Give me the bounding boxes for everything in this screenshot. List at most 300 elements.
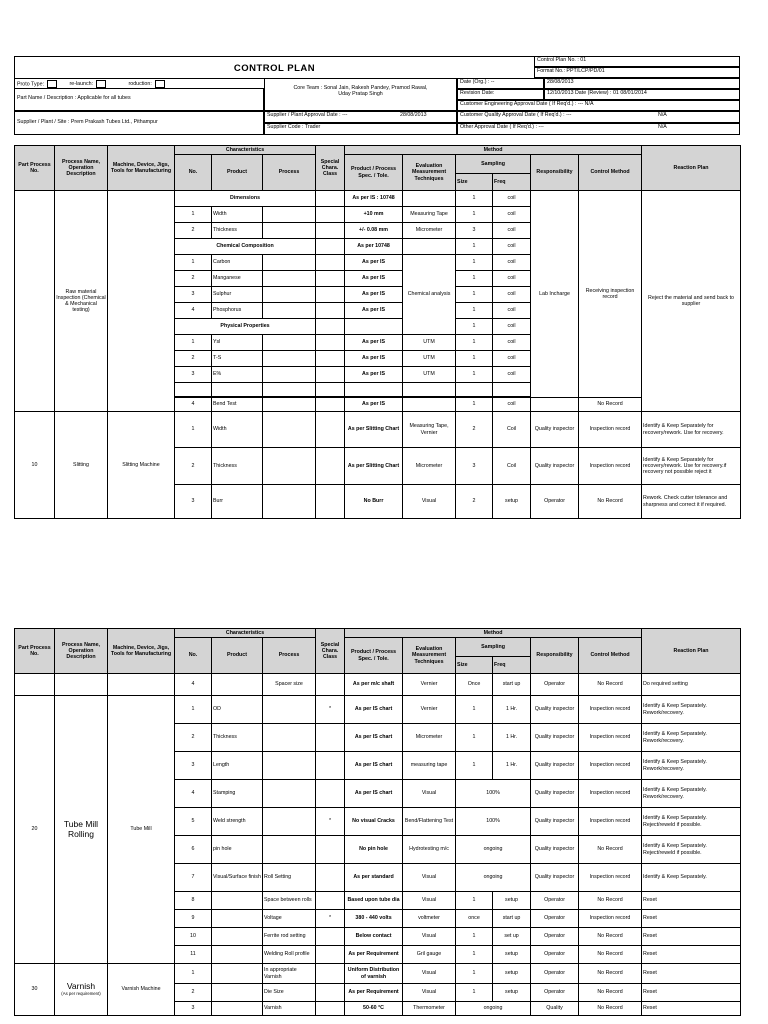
prelaunch-label: re-launch: — [69, 81, 94, 88]
cell-process — [263, 448, 316, 485]
cell-control-method: Inspection record — [579, 448, 642, 485]
cell-special — [316, 383, 345, 397]
col-part-process-no: Part Process No. — [15, 629, 55, 674]
cell-process: In appropriate Varnish — [263, 964, 316, 984]
cell-control-method: No Record — [579, 964, 642, 984]
cell-freq: setup — [493, 964, 531, 984]
process-name-text: Tube Mill Rolling — [63, 818, 99, 839]
cell-reaction-plan: Identify & Keep Separately. Rework/recovery. — [642, 696, 741, 724]
cell-size: 1 — [456, 319, 493, 335]
section-dimensions: Dimensions — [175, 191, 316, 207]
cell-spec: As per Slitting Chart — [345, 448, 403, 485]
cell-process — [263, 207, 316, 223]
col-method: Method — [345, 146, 642, 155]
supplier-approval-label: Supplier / Plant Approval Date : --- — [267, 112, 348, 118]
cell-responsibility: Operator — [531, 946, 579, 964]
cell-special — [316, 255, 345, 271]
cust-quality-approval — [457, 111, 740, 123]
cell-special — [316, 946, 345, 964]
cell-product — [212, 1002, 263, 1016]
cell-eval: Visual — [403, 780, 456, 808]
cell-no: 8 — [175, 892, 212, 910]
core-team-line2: Uday Pratap Singh — [338, 90, 383, 97]
tube-mill-section — [15, 696, 741, 964]
cell-freq: coil — [493, 319, 531, 335]
cell-no: 3 — [175, 752, 212, 780]
cust-quality-approval-label: Customer Quality Approval Date ( If Req'd.) : --- — [460, 112, 572, 118]
cell-process — [263, 255, 316, 271]
cell-size: 2 — [456, 412, 493, 448]
cell-eval — [403, 383, 456, 397]
cell-spec: Based upon tube dia — [345, 892, 403, 910]
cell-size: 2 — [456, 485, 493, 519]
cell-reaction-plan: Identify & Keep Separately for recovery/rework. Use for recovery.if recovery not possible reject it — [642, 448, 741, 485]
cell-reaction-plan: Identify & Keep Separately. Reject/reweld if possible. — [642, 808, 741, 836]
cell-size: 3 — [456, 223, 493, 239]
cell-process — [263, 780, 316, 808]
cell-size: 1 — [456, 928, 493, 946]
cell-spec: As per IS chart — [345, 752, 403, 780]
cell-freq: coil — [493, 367, 531, 383]
cell-size: 3 — [456, 448, 493, 485]
cell-freq: coil — [493, 303, 531, 319]
cell-process: Ferrite rod setting — [263, 928, 316, 946]
cell-eval: Visual — [403, 964, 456, 984]
cell-process-name — [55, 696, 108, 964]
cell-spec: As per IS — [345, 335, 403, 351]
cell-spec: As per IS — [345, 287, 403, 303]
cell-responsibility: Operator — [531, 928, 579, 946]
cell-eval — [403, 239, 456, 255]
cell-eval: Measuring Tape — [403, 207, 456, 223]
cell-control-method: Inspection record — [579, 910, 642, 928]
cell-no — [175, 383, 212, 397]
cell-special — [316, 674, 345, 696]
cell-spec: As per IS — [345, 271, 403, 287]
section-physical: Physical Properties — [175, 319, 316, 335]
cell-control-method: No Record — [579, 946, 642, 964]
supplier-plant-site: Supplier / Plant / Site : Prem Prakash Tubes Ltd., Pithampur — [14, 111, 264, 135]
cell-control-method: No Record — [579, 836, 642, 864]
cell-part-no: 30 — [15, 964, 55, 1016]
cell-product: Bend Test — [212, 398, 263, 412]
cell-freq: coil — [493, 335, 531, 351]
cell-spec: +/- 0.08 mm — [345, 223, 403, 239]
cell-no: 2 — [175, 984, 212, 1002]
part-name: Part Name / Description : Applicable for all tubes — [14, 89, 264, 111]
cell-freq: Coil — [493, 412, 531, 448]
cell-process — [263, 836, 316, 864]
col-size: Size — [456, 174, 493, 191]
cell-special — [316, 780, 345, 808]
cell-product — [212, 910, 263, 928]
cell-responsibility: Quality inspector — [531, 836, 579, 864]
cell-sampling: ongoing — [456, 1002, 531, 1016]
cell-no: 1 — [175, 207, 212, 223]
col-reaction-plan: Reaction Plan — [642, 146, 741, 191]
supplier-approval — [264, 111, 457, 123]
cell-size: 1 — [456, 255, 493, 271]
cell-process — [263, 398, 316, 412]
cell-special — [316, 836, 345, 864]
cell-control-method: Inspection record — [579, 864, 642, 892]
cell-freq: setup — [493, 946, 531, 964]
cell-size: 1 — [456, 367, 493, 383]
cell-process: Voltage — [263, 910, 316, 928]
cell-reaction-plan: Rework. Check cutter tolerance and sharpness and correct it if required. — [642, 485, 741, 519]
cell-eval: Visual — [403, 984, 456, 1002]
cell-part-no: 10 — [15, 412, 55, 519]
cell-process: Roll Setting — [263, 864, 316, 892]
cell-spec: As per IS chart — [345, 724, 403, 752]
cell-control-method: No Record — [579, 1002, 642, 1016]
table-row — [15, 964, 741, 984]
cell-eval: Visual — [403, 864, 456, 892]
cell-part-no — [15, 191, 55, 412]
cell-reaction-plan: Identify & Keep Separately. Reject/reweld if possible. — [642, 836, 741, 864]
cell-spec: As per 10748 — [345, 239, 403, 255]
cell-no: 10 — [175, 928, 212, 946]
col-machine: Machine, Device, Jigs, Tools for Manufacturing — [108, 146, 175, 191]
cell-special — [316, 271, 345, 287]
cell-size: 1 — [456, 696, 493, 724]
cell-special — [316, 448, 345, 485]
cell-special — [316, 1002, 345, 1016]
cell-process — [263, 367, 316, 383]
cell-reaction-plan: Do required setting — [642, 674, 741, 696]
cell-special — [316, 239, 345, 255]
cell-spec — [345, 319, 403, 335]
cell-freq: setup — [493, 485, 531, 519]
cell-responsibility: Operator — [531, 674, 579, 696]
cell-process — [263, 724, 316, 752]
cell-product: E% — [212, 367, 263, 383]
cell-size: 1 — [456, 946, 493, 964]
cell-spec: As per Requirement — [345, 984, 403, 1002]
cell-eval: voltmeter — [403, 910, 456, 928]
cell-process-name — [55, 964, 108, 1016]
cell-spec: As per standard — [345, 864, 403, 892]
cell-eval: Thermometer — [403, 1002, 456, 1016]
cell-freq: coil — [493, 255, 531, 271]
cell-special — [316, 984, 345, 1002]
col-special: Special Chara. Class — [316, 629, 345, 674]
cell-control-method: Inspection record — [579, 724, 642, 752]
col-machine: Machine, Device, Jigs, Tools for Manufacturing — [108, 629, 175, 674]
cell-process — [263, 752, 316, 780]
cell-special — [316, 724, 345, 752]
cell-no: 4 — [175, 303, 212, 319]
cell-freq: coil — [493, 191, 531, 207]
cell-control-method: Inspection record — [579, 696, 642, 724]
cell-control-method: No Record — [579, 984, 642, 1002]
cell-no: 2 — [175, 223, 212, 239]
cell-eval — [403, 398, 456, 412]
col-process-name: Process Name, Operation Description — [55, 146, 108, 191]
cell-machine — [108, 674, 175, 696]
cell-product — [212, 674, 263, 696]
cell-size: 1 — [456, 303, 493, 319]
cell-eval: Measuring Tape, Vernier — [403, 412, 456, 448]
cell-eval — [403, 191, 456, 207]
cell-size: 1 — [456, 191, 493, 207]
cell-freq — [493, 383, 531, 397]
cell-reaction-plan: Reset — [642, 984, 741, 1002]
col-product: Product — [212, 638, 263, 674]
cell-product: Stamping — [212, 780, 263, 808]
prelaunch-checkbox[interactable] — [96, 80, 106, 88]
cell-special — [316, 287, 345, 303]
other-approval-label: Other Approval Date ( If Req'd.) : --- — [460, 124, 544, 130]
cell-special: * — [316, 910, 345, 928]
cell-product: Thickness — [212, 724, 263, 752]
cell-freq: setup — [493, 984, 531, 1002]
cell-spec: No visual Cracks — [345, 808, 403, 836]
col-process: Process — [263, 155, 316, 191]
cell-product: Carbon — [212, 255, 263, 271]
cell-responsibility: Quality inspector — [531, 864, 579, 892]
cell-product — [212, 892, 263, 910]
cell-no: 2 — [175, 448, 212, 485]
cell-responsibility: Operator — [531, 964, 579, 984]
cell-responsibility: Lab Incharge — [531, 191, 579, 398]
cell-sampling: 100% — [456, 808, 531, 836]
cell-control-method: Inspection record — [579, 780, 642, 808]
cell-freq: set up — [493, 928, 531, 946]
cell-spec: As per IS — [345, 255, 403, 271]
cell-freq: coil — [493, 271, 531, 287]
cell-size — [456, 383, 493, 397]
col-control-method: Control Method — [579, 638, 642, 674]
cell-process: Varnish — [263, 1002, 316, 1016]
cell-product: Weld strength — [212, 808, 263, 836]
cell-size: 1 — [456, 351, 493, 367]
cell-process — [263, 412, 316, 448]
cell-special — [316, 303, 345, 319]
cell-product: Manganese — [212, 271, 263, 287]
cell-no: 2 — [175, 271, 212, 287]
cell-product: Sulphur — [212, 287, 263, 303]
cell-freq: start up — [493, 674, 531, 696]
cell-special — [316, 412, 345, 448]
cell-size: 1 — [456, 271, 493, 287]
cell-process — [263, 271, 316, 287]
cell-size: 1 — [456, 964, 493, 984]
cell-product: T-S — [212, 351, 263, 367]
cell-special — [316, 864, 345, 892]
cell-no: 2 — [175, 724, 212, 752]
cell-no: 5 — [175, 808, 212, 836]
varnish-section — [15, 964, 741, 1016]
cell-eval: Hydrotesting m/c — [403, 836, 456, 864]
cell-machine: Varnish Machine — [108, 964, 175, 1016]
cell-eval-chemical: Chemical analysis — [403, 255, 456, 335]
col-spec: Product / Process Spec. / Tole. — [345, 638, 403, 674]
cell-reaction-plan: Identify & Keep Separately for recovery/rework. Use for recovery. — [642, 412, 741, 448]
cell-product: Phosphorus — [212, 303, 263, 319]
cell-freq: 1 Hr. — [493, 696, 531, 724]
cell-control-method: Inspection record — [579, 412, 642, 448]
proto-row — [14, 78, 264, 89]
cell-no: 1 — [175, 335, 212, 351]
cell-no: 3 — [175, 287, 212, 303]
date-orig-value: 28/08/2013 — [544, 78, 740, 89]
cell-eval: measuring tape — [403, 752, 456, 780]
control-plan-table-page2 — [14, 628, 741, 1016]
cell-control-method: Receiving inspection record — [579, 191, 642, 398]
cell-spec: No pin hole — [345, 836, 403, 864]
cell-spec: 50-60 °C — [345, 1002, 403, 1016]
cell-responsibility: Quality inspector — [531, 780, 579, 808]
col-process-name: Process Name, Operation Description — [55, 629, 108, 674]
col-characteristics: Characteristics — [175, 629, 316, 638]
cell-freq: 1 Hr. — [493, 752, 531, 780]
cell-product: Width — [212, 412, 263, 448]
cell-reaction-plan: Reset — [642, 1002, 741, 1016]
cell-part-no — [15, 674, 55, 696]
cell-eval: UTM — [403, 335, 456, 351]
cell-product — [212, 946, 263, 964]
cell-spec: As per m/c shaft — [345, 674, 403, 696]
cell-product: OD — [212, 696, 263, 724]
col-method: Method — [345, 629, 642, 638]
cell-process — [263, 351, 316, 367]
section-chemical: Chemical Composition — [175, 239, 316, 255]
cell-process: Spacer size — [263, 674, 316, 696]
cell-eval: Vernier — [403, 674, 456, 696]
cell-machine: Tube Mill — [108, 696, 175, 964]
core-team-line1: Core Team : Sonal Jain, Rakesh Pandey, Pramod Rawal, — [293, 85, 428, 91]
cell-spec: As per IS — [345, 367, 403, 383]
cell-special — [316, 223, 345, 239]
cell-freq: 1 Hr. — [493, 724, 531, 752]
col-evaluation: Evaluation Measurement Techniques — [403, 155, 456, 191]
cell-freq: setup — [493, 892, 531, 910]
cell-reaction-plan: Identify & Keep Separately. Rework/recovery. — [642, 780, 741, 808]
cell-freq: coil — [493, 223, 531, 239]
col-freq: Freq — [493, 174, 531, 191]
cell-special — [316, 319, 345, 335]
cell-control-method: No Record — [579, 485, 642, 519]
cell-size: 1 — [456, 287, 493, 303]
cell-responsibility: Quality inspector — [531, 448, 579, 485]
cell-reaction-plan: Reset — [642, 964, 741, 984]
other-approval-value: N/A — [658, 124, 667, 130]
cell-no: 3 — [175, 367, 212, 383]
production-checkbox[interactable] — [155, 80, 165, 88]
cell-process-name: Slitting — [55, 412, 108, 519]
cell-spec: As per IS — [345, 398, 403, 412]
cell-eval: Bend/Flattening Test — [403, 808, 456, 836]
control-plan-no: Control Plan No. : 01 — [534, 56, 740, 67]
cell-process — [263, 696, 316, 724]
table-row — [15, 674, 741, 696]
revision-date-value: 12/10/2013 Date (Review) : 01 08/01/2014 — [544, 89, 740, 100]
cell-spec: As per IS chart — [345, 696, 403, 724]
col-no: No. — [175, 638, 212, 674]
cell-process — [263, 223, 316, 239]
cell-special: * — [316, 808, 345, 836]
cell-product: Burr — [212, 485, 263, 519]
cell-size: 1 — [456, 398, 493, 412]
cell-freq: Coil — [493, 448, 531, 485]
cell-sampling: ongoing — [456, 836, 531, 864]
cell-size: 1 — [456, 984, 493, 1002]
cell-process: Space between rolls — [263, 892, 316, 910]
cell-freq: coil — [493, 287, 531, 303]
cell-responsibility: Operator — [531, 910, 579, 928]
cell-special: * — [316, 696, 345, 724]
cell-process — [263, 303, 316, 319]
cell-size: 1 — [456, 892, 493, 910]
cell-product — [212, 984, 263, 1002]
cell-eval: Visual — [403, 928, 456, 946]
cell-no: 2 — [175, 351, 212, 367]
cell-no: 1 — [175, 696, 212, 724]
col-process: Process — [263, 638, 316, 674]
cell-spec: As per IS — [345, 351, 403, 367]
cell-eval: Visual — [403, 485, 456, 519]
col-sampling: Sampling — [456, 638, 531, 657]
cell-spec: As per IS — [345, 303, 403, 319]
col-freq: Freq — [493, 657, 531, 674]
cell-spec — [345, 383, 403, 397]
cell-eval: Micrometer — [403, 448, 456, 485]
production-label: roduction: — [128, 81, 152, 88]
cell-no: 6 — [175, 836, 212, 864]
cell-spec: Below contact — [345, 928, 403, 946]
cell-process-name — [55, 674, 108, 696]
process-name-text: Varnish — [66, 981, 96, 992]
cell-process — [263, 808, 316, 836]
cust-eng-approval: Customer Engineering Approval Date ( If Req'd.) : --- N/A — [457, 100, 740, 111]
cell-special — [316, 485, 345, 519]
col-product: Product — [212, 155, 263, 191]
cell-special — [316, 351, 345, 367]
page-title: CONTROL PLAN — [233, 63, 316, 74]
cell-spec: As per Slitting Chart — [345, 412, 403, 448]
cell-responsibility: Quality inspector — [531, 412, 579, 448]
cell-product: Length — [212, 752, 263, 780]
cell-special — [316, 398, 345, 412]
cell-product: Ysl — [212, 335, 263, 351]
cell-control-method: Inspection record — [579, 752, 642, 780]
cell-product: Thickness — [212, 448, 263, 485]
cell-no: 4 — [175, 674, 212, 696]
cell-no: 3 — [175, 485, 212, 519]
proto-type-checkbox[interactable] — [47, 80, 57, 88]
cell-freq: coil — [493, 239, 531, 255]
cell-process: Welding Roll profile — [263, 946, 316, 964]
cell-part-no: 20 — [15, 696, 55, 964]
date-orig-label: Date (Org.) : -- — [457, 78, 544, 89]
cell-eval: Gril gauge — [403, 946, 456, 964]
cell-responsibility: Quality — [531, 1002, 579, 1016]
table-row — [15, 191, 741, 207]
cell-freq: coil — [493, 207, 531, 223]
cell-product — [212, 928, 263, 946]
cell-control-method: No Record — [579, 892, 642, 910]
proto-type-label: Proto Type: — [17, 81, 44, 88]
other-approval — [457, 123, 740, 135]
core-team — [264, 78, 457, 111]
cell-size: 1 — [456, 335, 493, 351]
control-plan-table-page1 — [14, 145, 741, 519]
cell-freq: start up — [493, 910, 531, 928]
cell-reaction-plan: Reset — [642, 946, 741, 964]
cell-no: 4 — [175, 398, 212, 412]
cell-product: Visual/Surface finish — [212, 864, 263, 892]
